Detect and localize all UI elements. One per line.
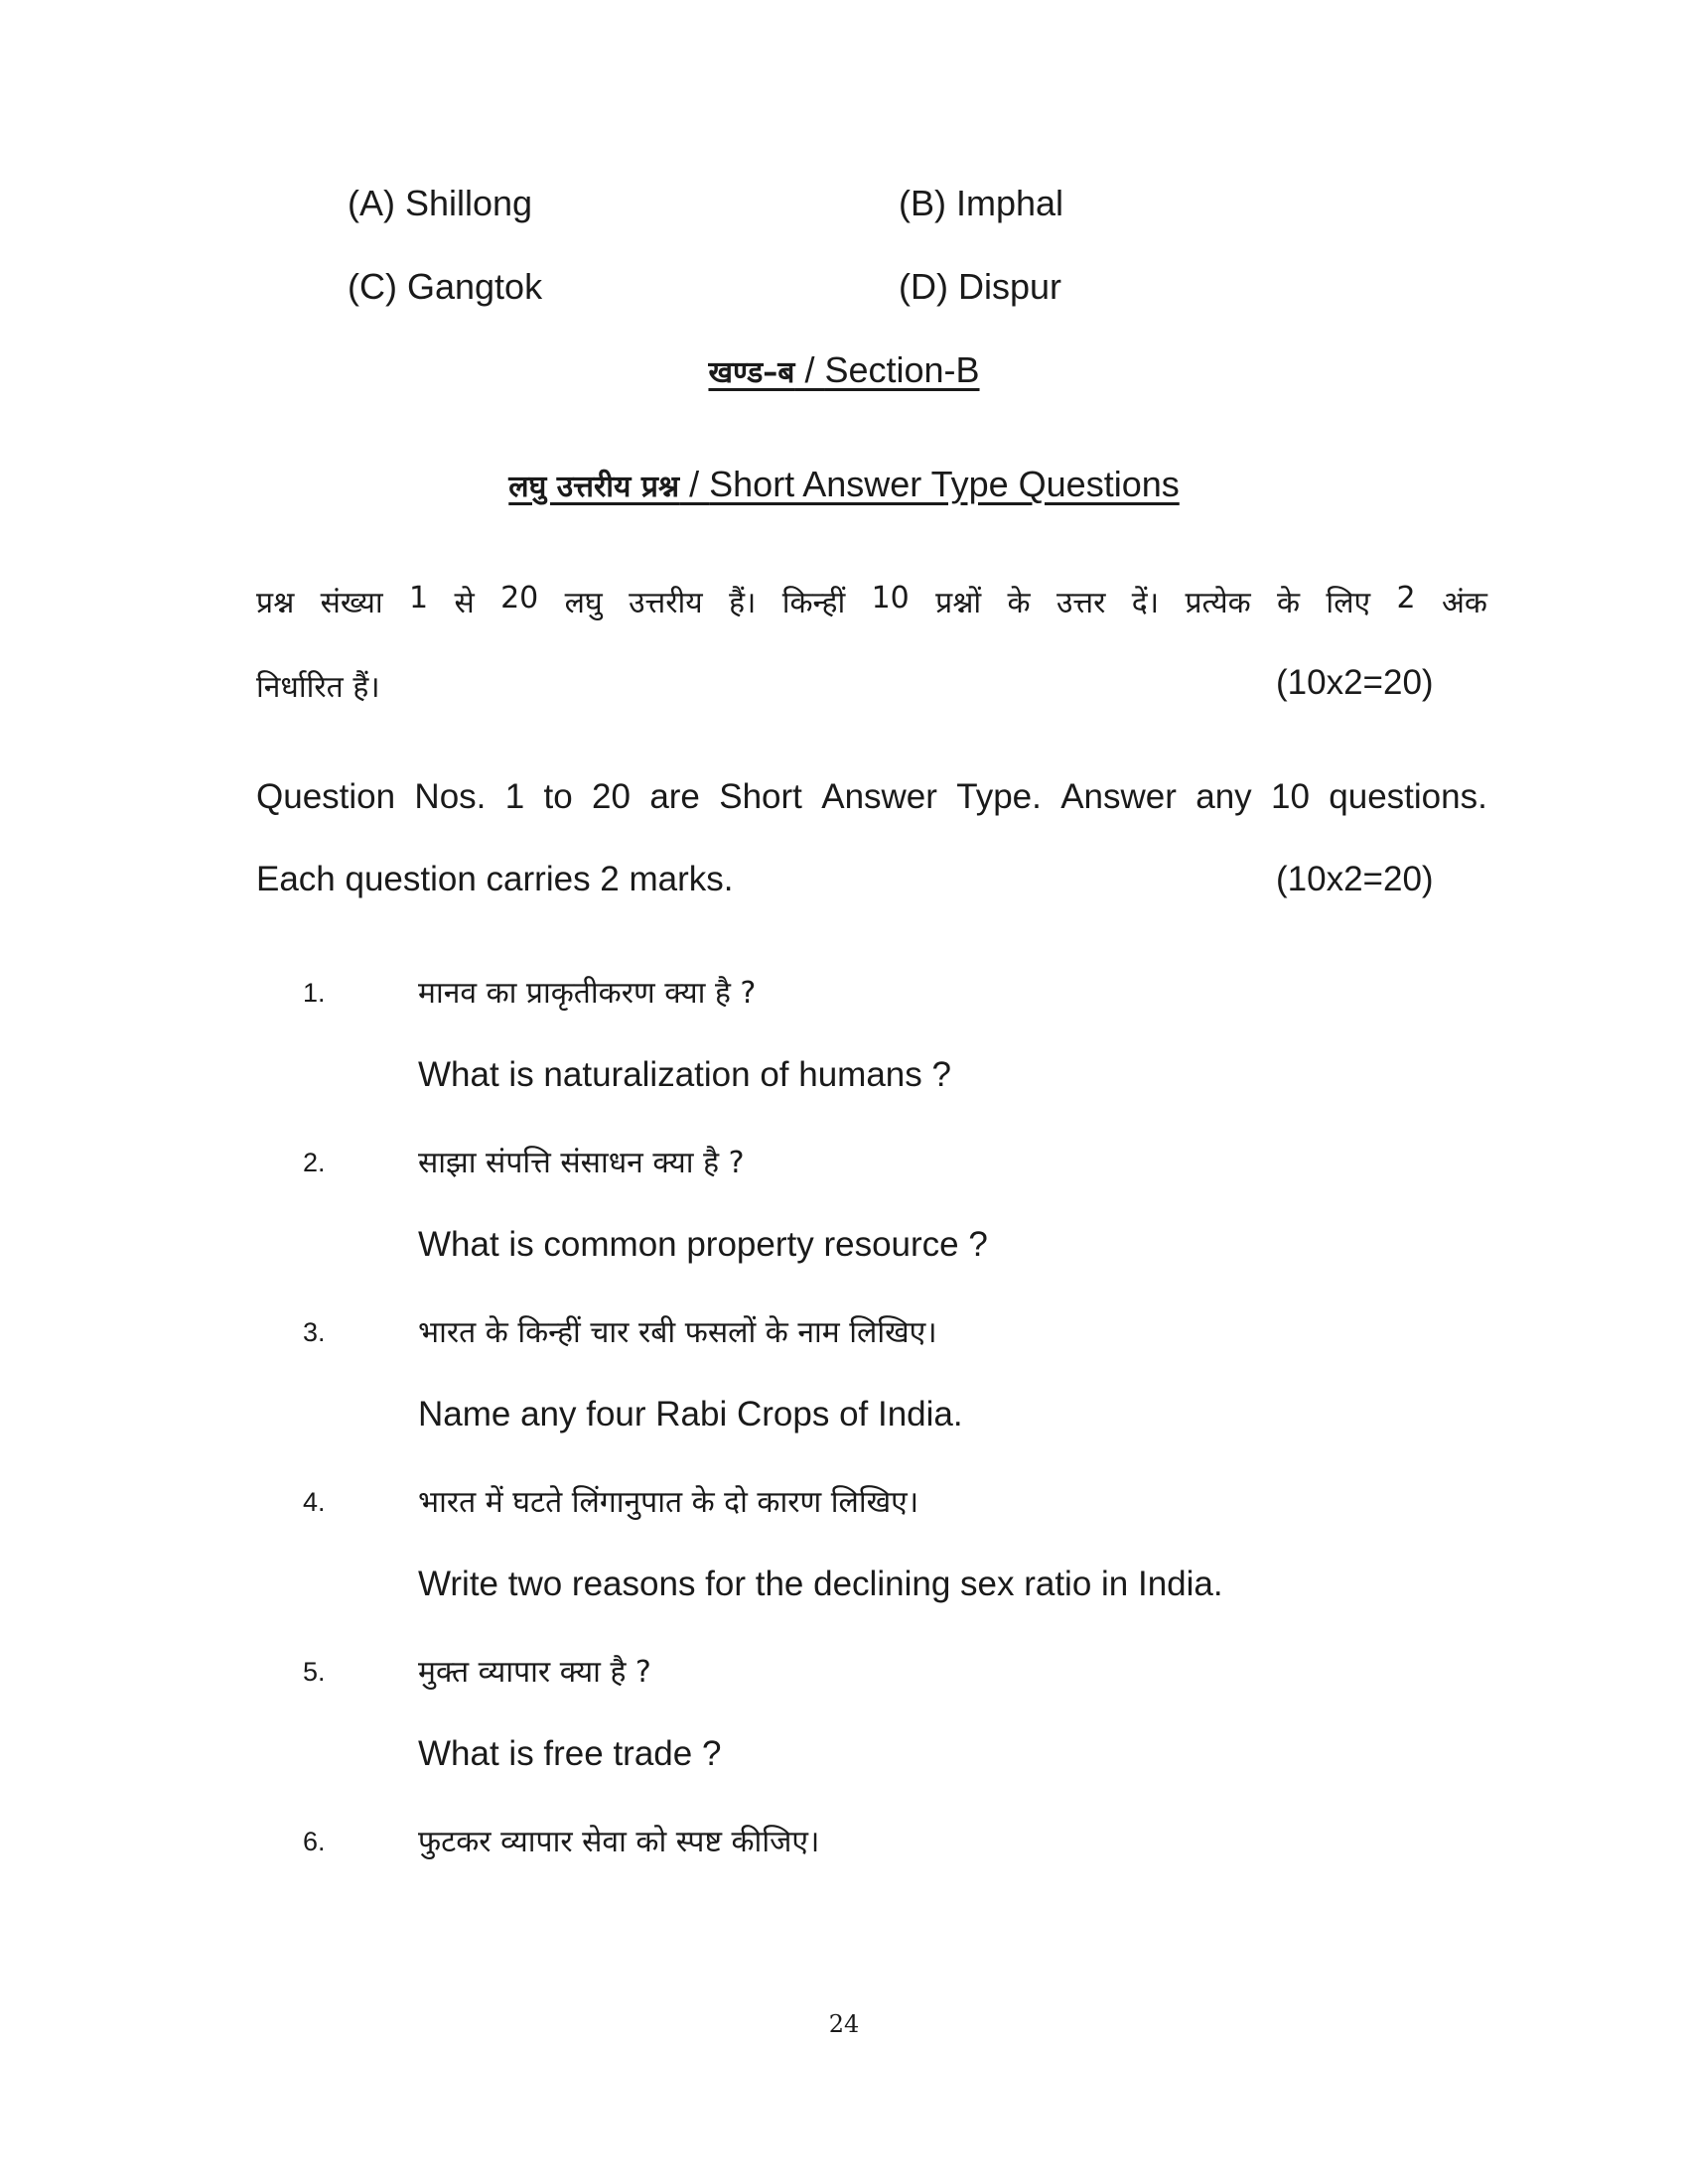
instructions-hindi-word: 20: [500, 581, 539, 615]
instructions-english-word: to: [543, 777, 573, 816]
question-1-english: What is naturalization of humans ?: [418, 1055, 951, 1094]
subheading-separator: /: [679, 464, 710, 504]
instructions-english-word: any: [1196, 777, 1252, 816]
subheading: [0, 464, 1688, 505]
question-4-english: Write two reasons for the declining sex ratio in India.: [418, 1565, 1223, 1603]
instructions-hindi-word: प्रश्नों: [935, 586, 982, 620]
option-a: (A) Shillong: [348, 183, 533, 223]
instructions-english-word: Nos.: [414, 777, 487, 816]
subheading-hindi: लघु उत्तरीय प्रश्न: [508, 470, 680, 504]
question-3-hindi: भारत के किन्हीं चार रबी फसलों के नाम लिखिए।: [418, 1315, 937, 1350]
section-heading-separator: /: [794, 349, 825, 390]
instructions-english-word: are: [649, 777, 700, 816]
instructions-hindi-word: किन्हीं: [781, 586, 846, 620]
instructions-english-line2: Each question carries 2 marks.: [256, 860, 734, 898]
question-3-number: 3.: [303, 1317, 326, 1347]
instructions-hindi-word: 1: [409, 581, 429, 615]
question-1-number: 1.: [303, 978, 326, 1008]
instructions-hindi-word: उत्तरीय: [629, 586, 703, 620]
question-6-hindi: फुटकर व्यापार सेवा को स्पष्ट कीजिए।: [418, 1825, 820, 1859]
question-4-number: 4.: [303, 1487, 326, 1517]
instructions-hindi-word: दें।: [1131, 586, 1160, 620]
instructions-english-word: 10: [1271, 777, 1310, 816]
question-4-hindi: भारत में घटते लिंगानुपात के दो कारण लिखिए।: [418, 1485, 919, 1520]
instructions-hindi-word: उत्तर: [1055, 586, 1106, 620]
instructions-hindi-word: लिए: [1326, 586, 1371, 620]
question-2-hindi: साझा संपत्ति संसाधन क्या है ?: [418, 1146, 745, 1180]
instructions-english-word: Short: [719, 777, 802, 816]
instructions-hindi-word: लघु: [564, 586, 603, 620]
instructions-english-word: Question: [256, 777, 396, 816]
instructions-english-line1: [256, 777, 1487, 817]
question-3-english: Name any four Rabi Crops of India.: [418, 1395, 963, 1433]
instructions-english-word: questions.: [1329, 777, 1487, 816]
instructions-hindi-line1: [256, 581, 1487, 621]
section-heading-english: Section-B: [824, 349, 980, 390]
question-5-number: 5.: [303, 1657, 326, 1687]
section-heading-hindi: खण्ड–ब: [708, 355, 795, 390]
instructions-hindi-word: संख्या: [320, 586, 383, 620]
instructions-hindi-word: 10: [871, 581, 910, 615]
instructions-english-marks: (10x2=20): [1276, 860, 1434, 898]
question-1-hindi: मानव का प्राकृतीकरण क्या है ?: [418, 976, 757, 1011]
instructions-hindi-word: प्रश्न: [256, 586, 295, 620]
question-5-hindi: मुक्त व्यापार क्या है ?: [418, 1655, 651, 1690]
page-number: 24: [828, 2010, 860, 2038]
question-6-number: 6.: [303, 1827, 326, 1856]
option-c: (C) Gangtok: [348, 266, 543, 307]
option-b: (B) Imphal: [899, 183, 1064, 223]
option-d: (D) Dispur: [899, 266, 1062, 307]
instructions-hindi-line2: निर्धारित हैं।: [256, 670, 380, 705]
question-2-english: What is common property resource ?: [418, 1225, 988, 1264]
instructions-english-word: Answer: [821, 777, 937, 816]
instructions-hindi-word: के: [1277, 586, 1301, 620]
instructions-english-word: 20: [592, 777, 631, 816]
instructions-hindi-word: 2: [1396, 581, 1416, 615]
subheading-english: Short Answer Type Questions: [709, 464, 1180, 504]
question-2-number: 2.: [303, 1148, 326, 1177]
instructions-hindi-marks: (10x2=20): [1276, 663, 1434, 702]
instructions-english-word: 1: [504, 777, 525, 816]
section-heading: [0, 349, 1688, 391]
instructions-hindi-word: के: [1007, 586, 1031, 620]
instructions-english-word: Type.: [956, 777, 1042, 816]
instructions-hindi-word: अंक: [1441, 586, 1487, 620]
instructions-hindi-word: हैं।: [729, 586, 757, 620]
question-5-english: What is free trade ?: [418, 1734, 722, 1773]
instructions-english-word: Answer: [1060, 777, 1177, 816]
instructions-hindi-word: प्रत्येक: [1185, 586, 1251, 620]
instructions-hindi-word: से: [454, 586, 475, 620]
